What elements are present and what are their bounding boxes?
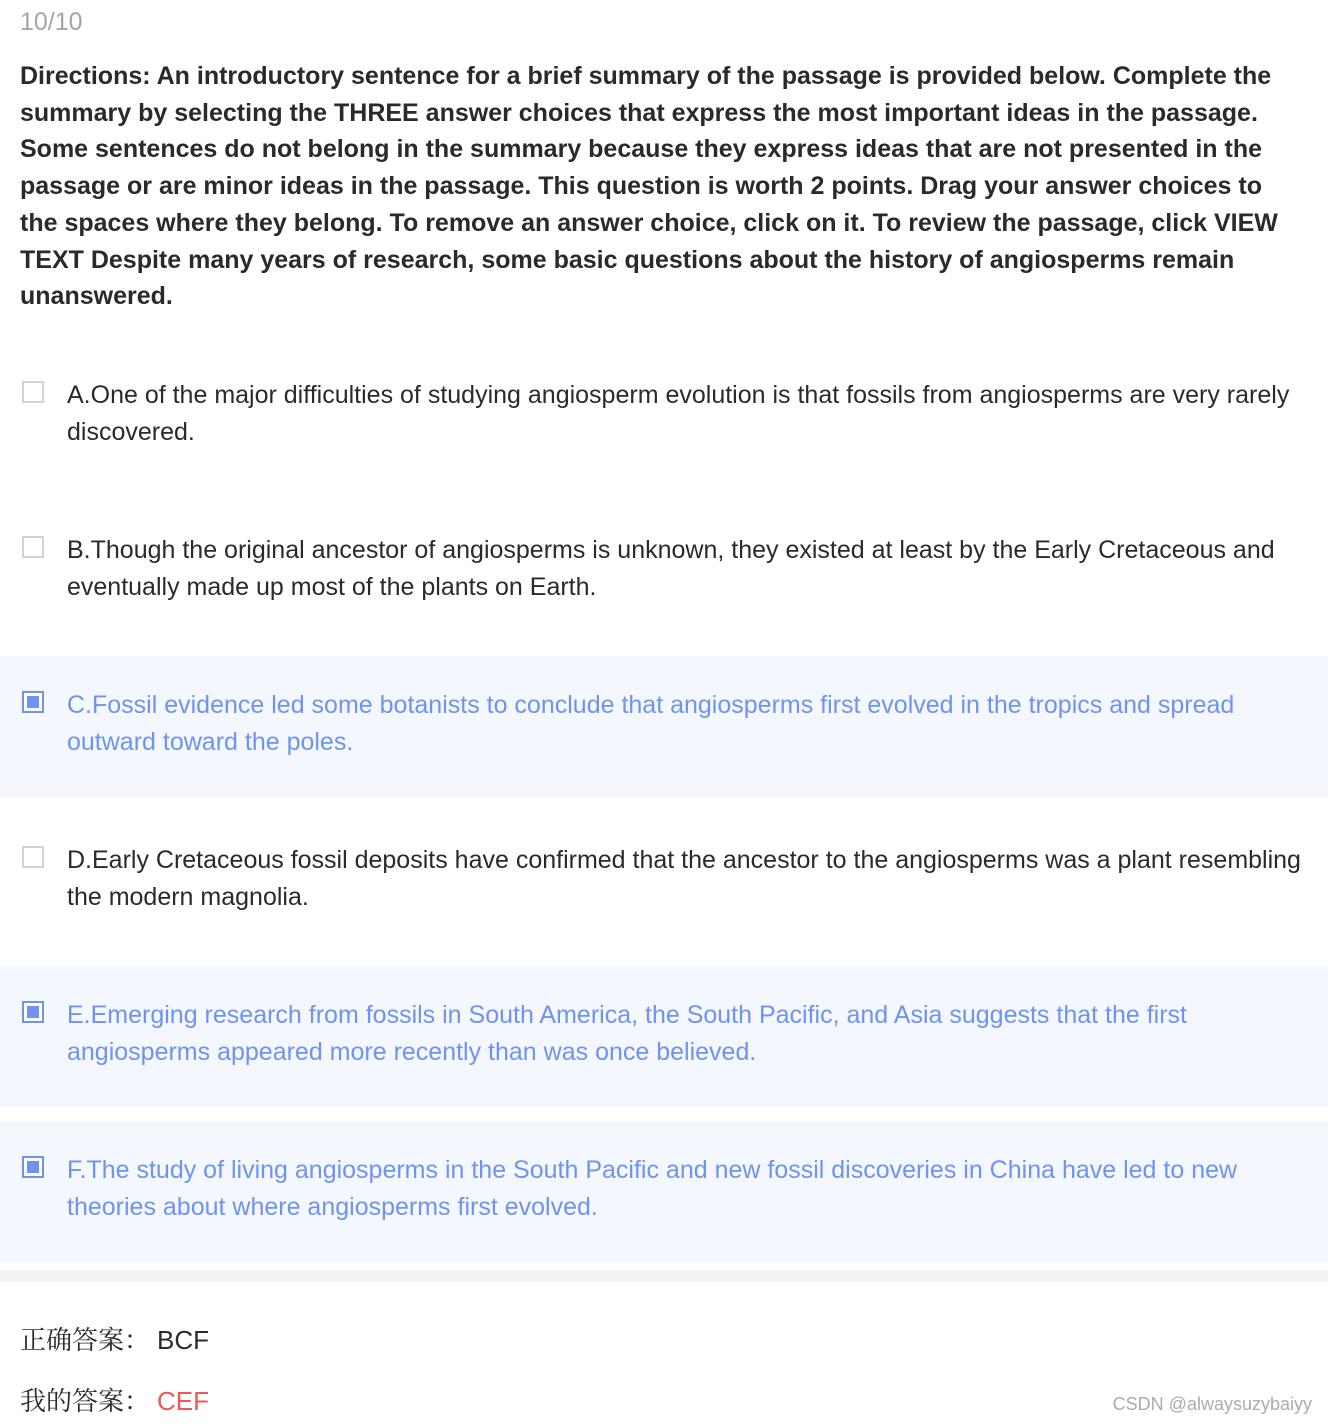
checkbox-f[interactable] [22, 1156, 44, 1178]
option-a-text: A.One of the major difficulties of studying angiosperm evolution is that fossils from angiosperms are very rarely discovered. [67, 381, 1290, 446]
answer-option-c[interactable] [0, 656, 1328, 797]
answer-option-d[interactable] [0, 810, 1328, 950]
option-d-text: D.Early Cretaceous fossil deposits have confirmed that the ancestor to the angiosperms was a plant resembling the modern magnolia. [67, 846, 1301, 911]
answer-option-b[interactable] [0, 500, 1328, 640]
checkbox-c[interactable] [22, 691, 44, 713]
my-answer-label: 我的答案： [20, 1386, 151, 1416]
watermark: CSDN @alwaysuzybaiyy [1112, 1394, 1312, 1414]
checkbox-b[interactable] [22, 536, 44, 558]
checkbox-e[interactable] [22, 1001, 44, 1023]
question-directions: Directions: An introductory sentence for a brief summary of the passage is provided below. Complete the summary by selecting the THREE answer choices that express the most important ideas in the passage. Some sentences do not belong in the summary because they express ideas that are not presented in the passage or are minor ideas in the passage. This question is worth 2 points. Drag your answer choices to the spaces where they belong. To remove an answer choice, click on it. To review the passage, click VIEW TEXT Despite many years of research, some basic questions about the history of angiosperms remain unanswered. [20, 62, 1278, 311]
answer-option-e[interactable] [0, 966, 1328, 1107]
question-progress: 10/10 [20, 8, 83, 36]
correct-answer-value: BCF [157, 1325, 209, 1355]
answer-option-a[interactable] [0, 345, 1328, 485]
checkbox-d[interactable] [22, 846, 44, 868]
option-f-text: F.The study of living angiosperms in the South Pacific and new fossil discoveries in China have led to new theories about where angiosperms first evolved. [67, 1156, 1238, 1221]
checkbox-a[interactable] [22, 381, 44, 403]
correct-answer-row [20, 1320, 209, 1357]
option-c-text: C.Fossil evidence led some botanists to conclude that angiosperms first evolved in the tropics and spread outward toward the poles. [67, 691, 1235, 756]
my-answer-value: CEF [157, 1386, 209, 1416]
option-b-text: B.Though the original ancestor of angiosperms is unknown, they existed at least by the Early Cretaceous and eventually made up most of the plants on Earth. [67, 536, 1275, 601]
section-divider [0, 1270, 1328, 1282]
option-e-text: E.Emerging research from fossils in South America, the South Pacific, and Asia suggests that the first angiosperms appeared more recently than was once believed. [67, 1001, 1187, 1066]
correct-answer-label: 正确答案： [20, 1325, 151, 1355]
answer-option-f[interactable] [0, 1121, 1328, 1262]
my-answer-row [20, 1381, 209, 1418]
